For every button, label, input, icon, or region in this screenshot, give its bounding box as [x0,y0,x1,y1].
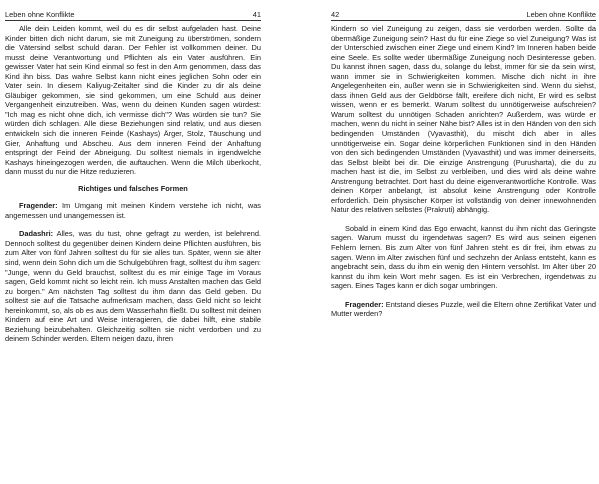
left-answer [5,229,261,344]
answer-text: Alles, was du tust, ohne gefragt zu werden, ist belehrend. Dennoch solltest du gegenüber deinen Kindern deine Pflichten ausführen, bis zum Alter von fünf Jahren solltest du für sie alles tun. Später, wenn sie älter sind, wenn dein Sohn dich um die Schulgebühren fragt, solltest du ihm sagen: "Junge, wenn du Geld brauchst, solltest du es mir einige Tage im Voraus sagen, Geld kommt nicht so leicht rein. Ich muss Anstalten machen das Geld zu borgen." Am nächsten Tag solltest du ihm dann das Geld geben. Du solltest sie auf die Tatsache aufmerksam machen, dass Geld nicht so leicht hereinkommt, so, als ob es aus dem Wasserhahn fließt. Du solltest mit deinen Kindern auf eine Art und Weise interagieren, die dabei hilft, eine stabile Beziehung beizubehalten. Gleichzeitig sollten sie nicht verdorben und zu deinem Schinder werden. Eltern neigen dazu, ihren [5,229,261,344]
left-question [5,201,261,220]
left-paragraph-1: Alle dein Leiden kommt, weil du es dir selbst aufgeladen hast. Deine Kinder bitten dich nicht darum, sie mit Zuneigung zu überströmen, sondern die Vätersind selbst schuld daran. Der Fehler ist vollkommen deiner. Du musst deine Verantwortung und Pflichten als ein Vater ausführen. Ein gewisser Vater hat sein Kind einmal so fest in den Arm genommen, dass das Kind ihn biss. Das wahre Selbst kann nicht eines jeglichen Sohn oder ein Vater sein. In diesem Kaliyug-Zeitalter sind die Kinder zu dir als deine Gläubiger gekommen, sie sind gekommen, um eine Schuld aus deiner Vergangenheit einzutreiben. Was, wenn du deinen Kunden sagen würdest: "Ich mag es nicht ohne dich, ich vermisse dich"? Was würden sie tun? Sie würden dich schlagen. Alle diese Beziehungen sind relativ, und aus diesen entwickeln sich die inneren Feinde (Kashays) Ärger, Stolz, Täuschung und Gier, Anhaftung und Abscheu. Aus dem inneren Feind der Anhaftung entspringt der Feind der Abneigung. Du solltest niemals in irgendwelche Kashays hineingezogen werden, die auftauchen. Wenn die Milch überkocht, dann musst du nur die Hitze reduzieren. [5,24,261,177]
question-text: Im Umgang mit meinen Kindern verstehe ich nicht, was angemessen und unangemessen ist. [5,201,261,220]
right-running-title: Leben ohne Konflikte [526,10,596,19]
right-question-text: Entstand dieses Puzzle, weil die Eltern ohne Zertifikat Vater und Mutter werden? [331,299,596,319]
right-paragraph-2: Sobald in einem Kind das Ego erwacht, kannst du ihm nicht das Geringste sagen. Warum musst du irgendetwas sagen? Es wird aus seinen eigenen Fehlern lernen. Bis zum Alter von fünf Jahren steht es dir frei, ihm etwas zu sagen. Wenn im Alter zwischen fünf und sechzehn der Anlass entsteht, kann es angebracht sein, dass du ihm ein wenig den Hintern versohlst. Im Alter über 20 kannst du ihm kein Wort mehr sagen. Es ist ein Verbrechen, irgendetwas zu sagen. Eines Tages kann er dich sogar umbringen. [331,223,596,291]
right-running-head [331,10,596,21]
right-page-number: 42 [331,10,340,19]
answer-speaker: Dadashri: [19,229,54,239]
right-question-speaker: Fragender: [345,299,384,309]
right-paragraph-1: Kindern so viel Zuneigung zu zeigen, dass sie verdorben werden. Sollte da übermäßige Zuneigung sein? Hast du für eine Ziege so viel Zuneigung? Was ist der Unterschied zwischen einer Ziege und einem Kind? Im Inneren haben beide eine Seele. Es sollte weder übermäßige Zuneigung noch Desinteresse geben. Du kannst ihnen sagen, dass du, solange du lebst, immer für sie da sein wirst, wann immer sie in Schwierigkeiten kommen. Mische dich nicht in ihre Angelegenheiten ein, außer wenn sie in Schwierigkeiten sind. Wenn du siehst, dass ihnen Geld aus der Geldbörse fällt, ereifere dich nicht, Er wird es selbst wissen, wenn er es bemerkt. Warum solltest du unnötigerweise aufschreien? Warum solltest du unnötigen Schaden anrichten? Außerdem, was würde er machen, wenn du nicht in seiner Nähe bist? Alles ist in den Händen von den sich bedingenden Umständen (Vyavasthit), du mischt dich aber in alles unnötigerweise ein. Sogar deine körperlichen Funktionen sind in den Händen von den sich bedingenden Umständen (Vyavasthit) und was immer deinerseits, das Selbst bleibt bei dir. Die einzige Anstrengung (Purusharta), die du zu machen hast ist die, im Selbst zu verbleiben, und dies wird als deine wahre Anstrengung betrachtet. Dort hast du deine eigenverantwortliche Kontrolle. Was deinen Körper anbelangt, ist absolut keine Anstrengung oder Kontrolle erforderlich. Dein physischer Körper ist vollständig von deiner innewohnenden Natur des relativen selbstes (Prakruti) abhängig. [331,24,596,215]
left-running-head [5,10,261,21]
section-heading: Richtiges und falsches Formen [78,183,188,193]
left-page-number: 41 [252,10,261,19]
right-question [331,300,596,319]
left-running-title: Leben ohne Konflikte [5,10,75,19]
left-page [5,10,261,478]
right-page [331,10,596,478]
question-speaker: Fragender: [19,201,58,211]
